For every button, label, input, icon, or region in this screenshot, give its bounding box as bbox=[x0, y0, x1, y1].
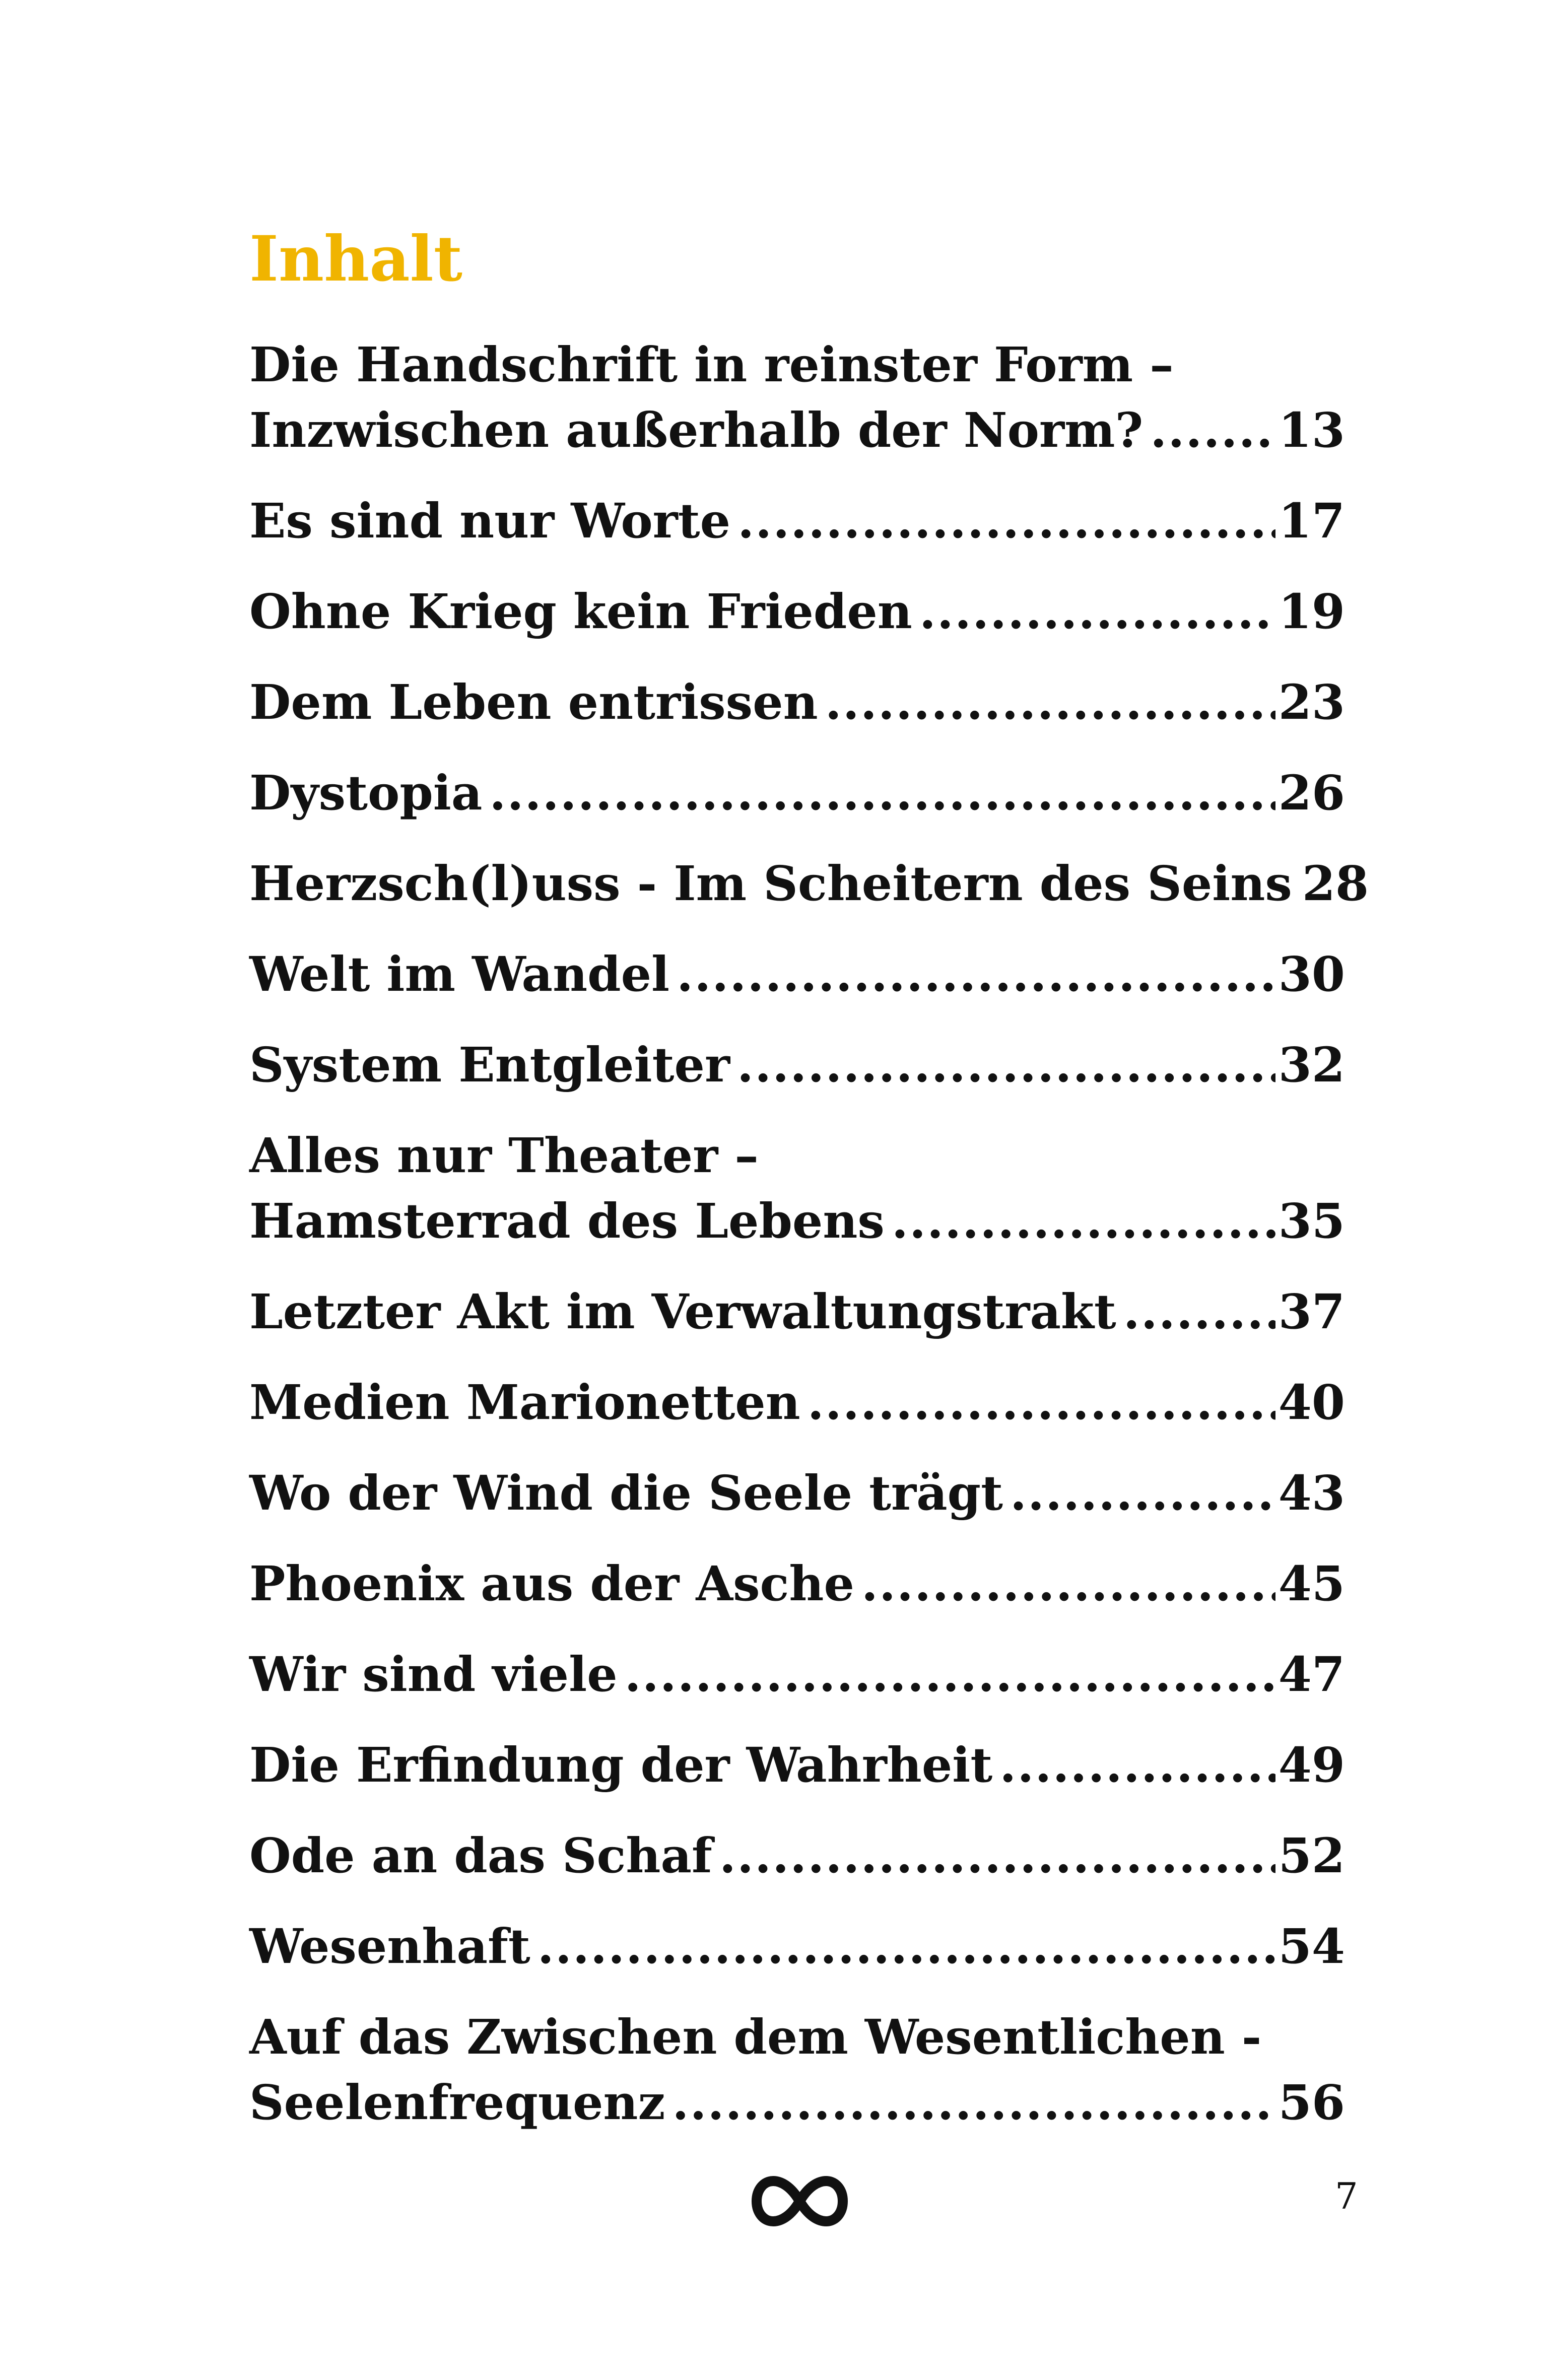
dot-leader bbox=[1150, 398, 1275, 463]
toc-entry-page-number: 19 bbox=[1278, 584, 1345, 640]
toc-entry-title: Wir sind viele bbox=[249, 1647, 618, 1703]
toc-entry-page-number: 13 bbox=[1278, 402, 1345, 458]
dot-leader bbox=[808, 1370, 1275, 1436]
toc-list bbox=[249, 332, 1369, 2161]
toc-entry-row bbox=[249, 942, 1345, 1007]
toc-entry-row bbox=[249, 1733, 1345, 1798]
toc-entry-row bbox=[249, 670, 1345, 735]
toc-entry-title: Dem Leben entrissen bbox=[249, 674, 818, 730]
toc-entry-row bbox=[249, 761, 1345, 826]
dot-leader bbox=[625, 1642, 1275, 1708]
toc-entry-page-number: 43 bbox=[1278, 1465, 1345, 1521]
toc-entry-page-number: 54 bbox=[1278, 1919, 1345, 1975]
toc-entry[interactable] bbox=[249, 1370, 1345, 1436]
dot-leader bbox=[1123, 1279, 1275, 1345]
toc-entry-title-line: Alles nur Theater – bbox=[249, 1128, 759, 1184]
toc-entry-title: Welt im Wandel bbox=[249, 946, 670, 1002]
toc-entry-title: Wesenhaft bbox=[249, 1919, 530, 1975]
toc-entry-row bbox=[249, 398, 1345, 463]
toc-entry-row bbox=[249, 1033, 1345, 1098]
toc-entry-page-number: 37 bbox=[1278, 1284, 1345, 1340]
toc-entry-page-number: 35 bbox=[1278, 1193, 1345, 1249]
toc-entry-page-number: 56 bbox=[1278, 2075, 1345, 2131]
dot-leader bbox=[719, 1823, 1275, 1889]
dot-leader bbox=[892, 1189, 1275, 1254]
dot-leader bbox=[737, 1033, 1275, 1098]
toc-entry-page-number: 52 bbox=[1278, 1828, 1345, 1884]
toc-entry-page-number: 28 bbox=[1302, 856, 1369, 912]
page-number: 7 bbox=[1335, 2175, 1358, 2217]
toc-entry-title: Phoenix aus der Asche bbox=[249, 1556, 854, 1612]
toc-entry[interactable] bbox=[249, 1642, 1345, 1708]
toc-entry-title: Medien Marionetten bbox=[249, 1375, 800, 1431]
dot-leader bbox=[677, 942, 1275, 1007]
dot-leader bbox=[737, 489, 1275, 554]
toc-entry[interactable] bbox=[249, 1123, 1345, 1254]
toc-entry[interactable] bbox=[249, 1033, 1345, 1098]
toc-entry[interactable] bbox=[249, 489, 1345, 554]
dot-leader bbox=[861, 1551, 1275, 1617]
toc-entry-row bbox=[249, 1642, 1345, 1708]
toc-entry-page-number: 40 bbox=[1278, 1375, 1345, 1431]
toc-entry-page-number: 45 bbox=[1278, 1556, 1345, 1612]
toc-entry-page-number: 26 bbox=[1278, 765, 1345, 821]
dot-leader bbox=[1010, 1461, 1275, 1526]
toc-entry[interactable] bbox=[249, 1461, 1345, 1526]
dot-leader bbox=[919, 579, 1275, 645]
toc-entry-title: Es sind nur Worte bbox=[249, 493, 731, 549]
toc-entry-page-number: 23 bbox=[1278, 674, 1345, 730]
toc-entry-title: System Entgleiter bbox=[249, 1037, 730, 1093]
toc-entry[interactable] bbox=[249, 1733, 1345, 1798]
toc-entry-page-number: 49 bbox=[1278, 1737, 1345, 1793]
toc-entry[interactable] bbox=[249, 1551, 1345, 1617]
toc-entry-row bbox=[249, 851, 1369, 917]
toc-entry-title: Letzter Akt im Verwaltungstrakt bbox=[249, 1284, 1116, 1340]
toc-entry-row bbox=[249, 1461, 1345, 1526]
toc-entry[interactable] bbox=[249, 332, 1345, 463]
dot-leader bbox=[672, 2070, 1275, 2136]
toc-entry[interactable] bbox=[249, 761, 1345, 826]
toc-entry-row bbox=[249, 1914, 1345, 1980]
toc-entry[interactable] bbox=[249, 1823, 1345, 1889]
toc-entry[interactable] bbox=[249, 2005, 1345, 2136]
dot-leader bbox=[537, 1914, 1275, 1980]
toc-entry-page-number: 32 bbox=[1278, 1037, 1345, 1093]
toc-entry[interactable] bbox=[249, 1279, 1345, 1345]
toc-entry-title: Die Erfindung der Wahrheit bbox=[249, 1737, 993, 1793]
toc-entry-row bbox=[249, 1189, 1345, 1254]
toc-entry-page-number: 17 bbox=[1278, 493, 1345, 549]
toc-entry[interactable] bbox=[249, 1914, 1345, 1980]
toc-entry-title: Ohne Krieg kein Frieden bbox=[249, 584, 912, 640]
toc-entry-row bbox=[249, 1279, 1345, 1345]
toc-entry[interactable] bbox=[249, 851, 1369, 917]
toc-entry-row bbox=[249, 2070, 1345, 2136]
toc-entry-title-line: Die Handschrift in reinster Form – bbox=[249, 337, 1174, 393]
toc-entry-row bbox=[249, 1370, 1345, 1436]
toc-entry-title: Wo der Wind die Seele trägt bbox=[249, 1465, 1003, 1521]
toc-entry[interactable] bbox=[249, 670, 1345, 735]
toc-heading: Inhalt bbox=[249, 223, 463, 296]
infinity-icon bbox=[751, 2173, 849, 2229]
toc-entry-title: Dystopia bbox=[249, 765, 483, 821]
toc-entry-row bbox=[249, 1823, 1345, 1889]
toc-entry-title: Inzwischen außerhalb der Norm? bbox=[249, 402, 1144, 458]
toc-entry[interactable] bbox=[249, 579, 1345, 645]
dot-leader bbox=[999, 1733, 1275, 1798]
toc-entry-row bbox=[249, 1551, 1345, 1617]
toc-entry-row bbox=[249, 489, 1345, 554]
toc-entry-row bbox=[249, 579, 1345, 645]
toc-entry[interactable] bbox=[249, 942, 1345, 1007]
toc-entry-title: Herzsch(l)uss - Im Scheitern des Seins bbox=[249, 856, 1292, 912]
toc-entry-title: Hamsterrad des Lebens bbox=[249, 1193, 885, 1249]
dot-leader bbox=[489, 761, 1275, 826]
toc-entry-page-number: 30 bbox=[1278, 946, 1345, 1002]
toc-entry-title: Seelenfrequenz bbox=[249, 2075, 665, 2131]
toc-entry-title-line: Auf das Zwischen dem Wesentlichen - bbox=[249, 2009, 1262, 2065]
toc-entry-page-number: 47 bbox=[1278, 1647, 1345, 1703]
dot-leader bbox=[825, 670, 1275, 735]
toc-entry-title: Ode an das Schaf bbox=[249, 1828, 712, 1884]
